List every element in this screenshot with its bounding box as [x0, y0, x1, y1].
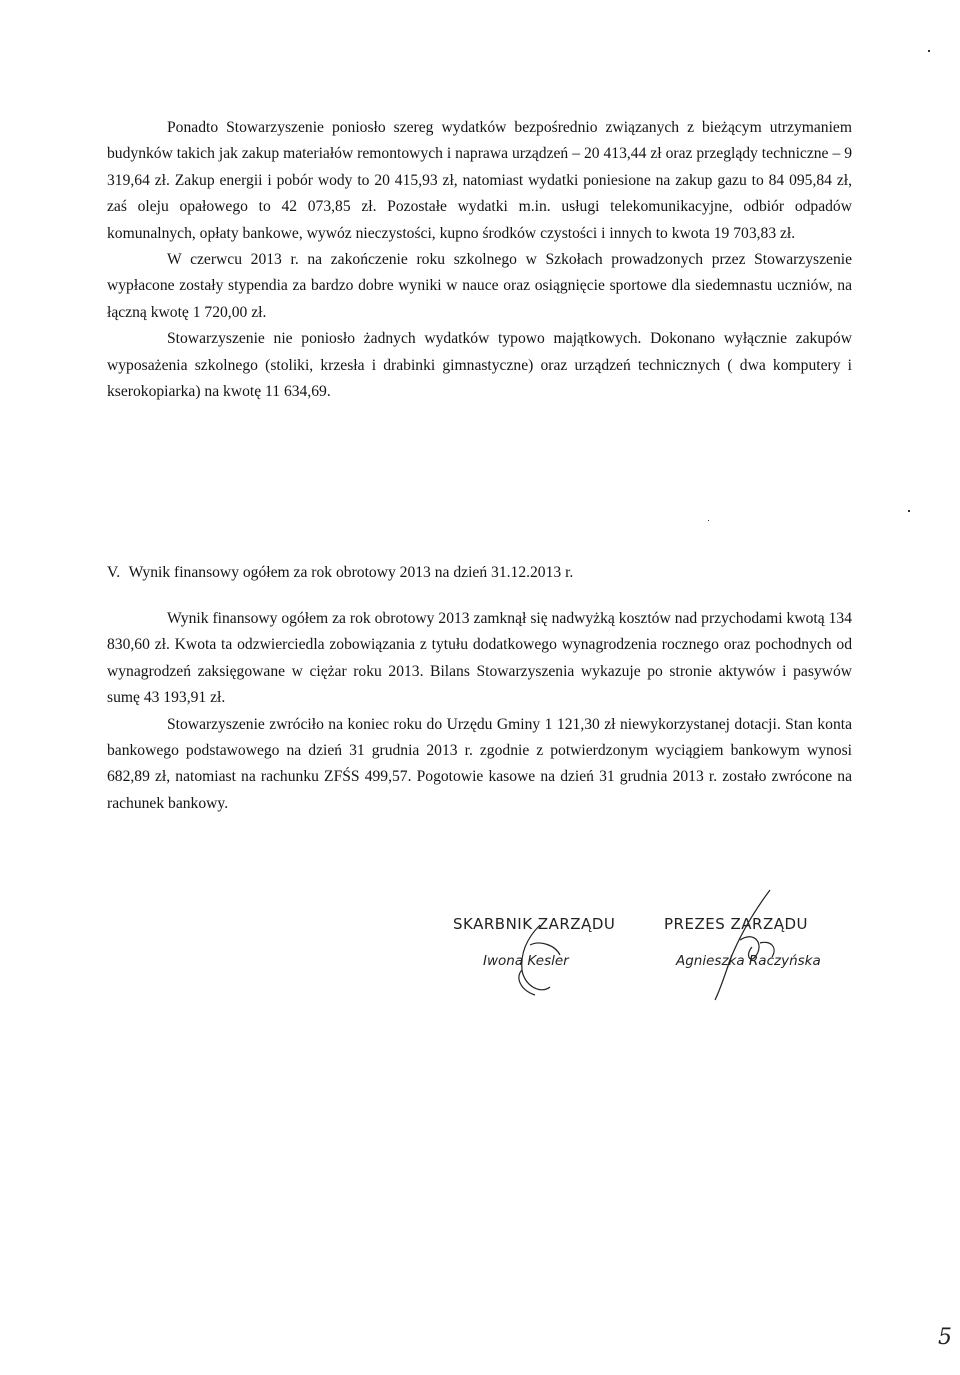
scan-speck: [908, 510, 910, 512]
page-number: 5: [938, 1325, 952, 1350]
paragraph-grant-return: Stowarzyszenie zwróciło na koniec roku do Urzędu Gminy 1 121,30 zł niewykorzystanej dotacji. Stan konta bankowego podstawowego na dzień 31 grudnia 2013 r. zgodnie z potwierdzonym wyciągiem bankowym wynosi 682,89 zł, natomiast na rachunku ZFŚS 499,57. Pogotowie kasowe na dzień 31 grudnia 2013 r. zostało zwrócone na rachunek bankowy.: [107, 715, 852, 812]
scan-speck: [708, 520, 709, 521]
signature-role: PREZES ZARZĄDU: [664, 915, 809, 933]
paragraph-scholarships: W czerwcu 2013 r. na zakończenie roku szkolnego w Szkołach prowadzonych przez Stowarzyszenie wypłacone zostały stypendia za bardzo dobre wyniki w nauce oraz osiągnięcie sportowe dla siedemnastu uczniów, na łączną kwotę 1 720,00 zł.: [107, 251, 852, 321]
signature-name: Iwona Kesler: [483, 953, 569, 969]
scan-speck: [928, 50, 930, 52]
paragraph-asset-purchases: Stowarzyszenie nie poniosło żadnych wydatków typowo majątkowych. Dokonano wyłącznie zakupów wyposażenia szkolnego (stoliki, krzesła i drabinki gimnastyczne) oraz urządzeń technicznych ( dwa komputery i kserokopiarka) na kwotę 11 634,69.: [107, 330, 852, 401]
financial-result-text-block: [107, 606, 852, 817]
signature-role: SKARBNIK ZARZĄDU: [453, 915, 616, 933]
section-title: Wynik finansowy ogółem za rok obrotowy 2013 na dzień 31.12.2013 r.: [128, 564, 574, 581]
paragraph-building-expenses: Ponadto Stowarzyszenie poniosło szereg wydatków bezpośrednio związanych z bieżącym utrzymaniem budynków takich jak zakup materiałów remontowych i naprawa urządzeń – 20 413,44 zł oraz przeglądy techniczne – 9 319,64 zł. Zakup energii i pobór wody to 20 415,93 zł, natomiast wydatki poniesione na zakup gazu to 84 095,84 zł, zaś oleju opałowego to 42 073,85 zł. Pozostałe wydatki m.in. usługi telekomunikacyjne, odbiór odpadów komunalnych, opłaty bankowe, wywóz nieczystości, kupno środków czystości i innych to kwota 19 703,83 zł.: [107, 119, 852, 242]
signature-president: [664, 915, 821, 969]
paragraph-financial-result: Wynik finansowy ogółem za rok obrotowy 2013 zamknął się nadwyżką kosztów nad przychodami kwotą 134 830,60 zł. Kwota ta odzwierciedla zobowiązania z tytułu dodatkowego wynagrodzenia rocznego oraz pochodnych od wynagrodzeń zaksięgowane w ciężar roku 2013. Bilans Stowarzyszenia wykazuje po stronie aktywów i pasywów sumę 43 193,91 zł.: [107, 610, 852, 707]
signature-name: Agnieszka Raczyńska: [676, 953, 821, 969]
signature-treasurer: [453, 915, 615, 969]
section-heading-v: [107, 560, 852, 586]
section-number: V.: [107, 564, 121, 581]
expenses-text-block: [107, 115, 852, 405]
